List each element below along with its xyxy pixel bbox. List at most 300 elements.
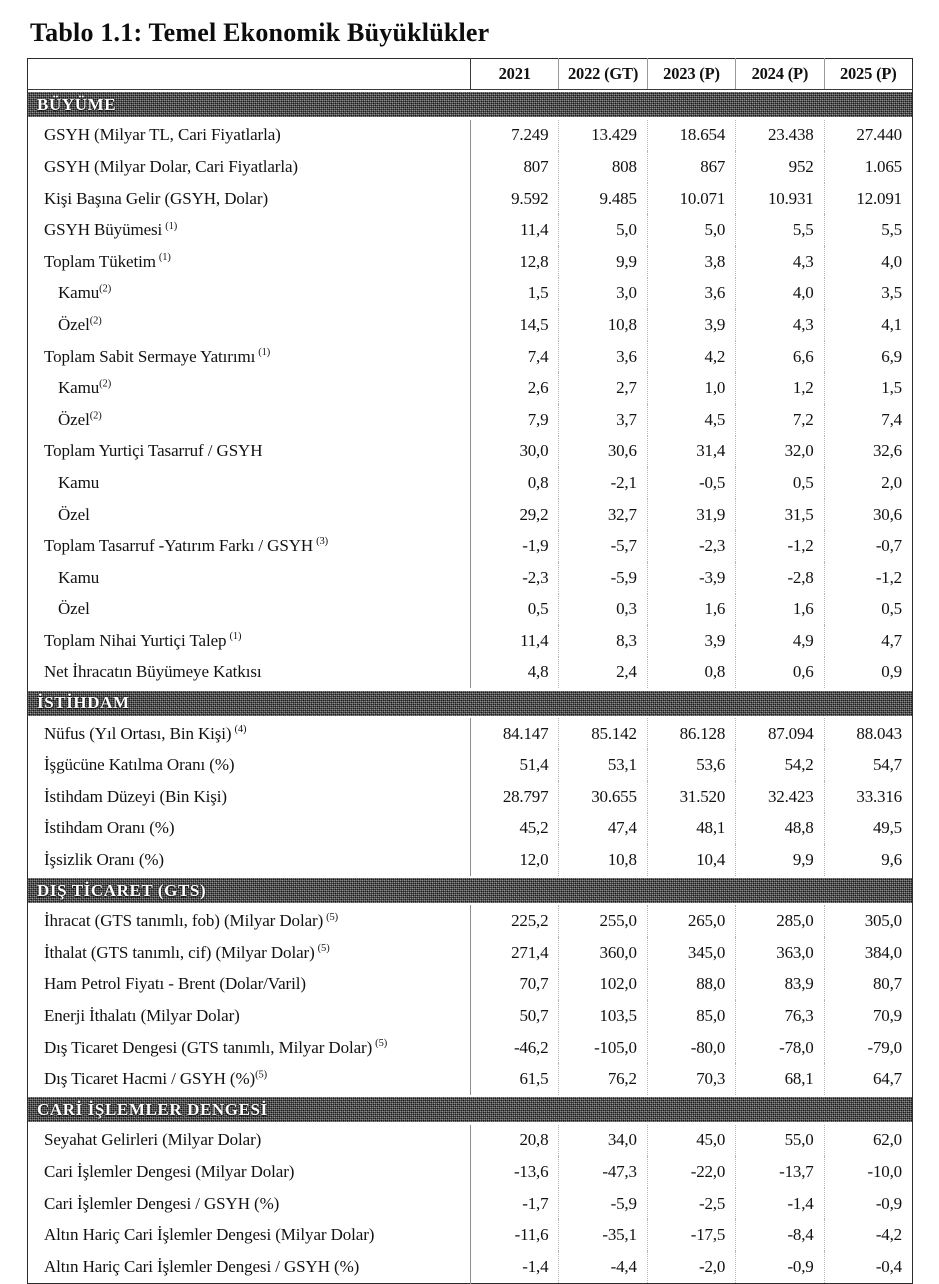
row-label-toplam-yurtiçi-tasarruf-gsyh xyxy=(28,436,471,468)
cell-2021-value: -1,4 xyxy=(471,1251,559,1283)
cell-2022-value: 360,0 xyxy=(559,937,647,969)
cell-2023-value: 3,9 xyxy=(647,309,735,341)
table-row xyxy=(28,1000,913,1032)
cell-2025-value: 30,6 xyxy=(824,499,912,531)
table-row xyxy=(28,183,913,215)
economic-indicators-table xyxy=(27,58,913,1284)
cell-2024-value: 23.438 xyxy=(736,120,824,152)
row-label-text: Kişi Başına Gelir (GSYH, Dolar) xyxy=(44,188,269,208)
cell-2023-value: 4,5 xyxy=(647,404,735,436)
cell-2023-value: 88,0 xyxy=(647,969,735,1001)
cell-2024-value: 7,2 xyxy=(736,404,824,436)
row-label-net-ihracatın-büyümeye-katkısı xyxy=(28,657,471,689)
row-label-text: İthalat (GTS tanımlı, cif) (Milyar Dolar) xyxy=(44,942,315,962)
cell-2025-value: 7,4 xyxy=(824,404,912,436)
cell-2024-value: -1,2 xyxy=(736,530,824,562)
section-header-row xyxy=(28,90,913,120)
table-row xyxy=(28,1188,913,1220)
table-row xyxy=(28,404,913,436)
cell-2023-value: 4,2 xyxy=(647,341,735,373)
row-label-text: Altın Hariç Cari İşlemler Dengesi (Milyar Dolar) xyxy=(44,1225,375,1245)
row-label-seyahat-gelirleri-milyar-dolar xyxy=(28,1125,471,1157)
cell-2022-value: 9,9 xyxy=(559,246,647,278)
row-label-text: Özel xyxy=(58,314,90,334)
cell-2024-value: -78,0 xyxy=(736,1032,824,1064)
cell-2025-value: 6,9 xyxy=(824,341,912,373)
cell-2025-value: 4,0 xyxy=(824,246,912,278)
cell-2023-value: -2,3 xyxy=(647,530,735,562)
table-row xyxy=(28,1251,913,1283)
row-label-text: Net İhracatın Büyümeye Katkısı xyxy=(44,662,262,682)
cell-2025-value: 27.440 xyxy=(824,120,912,152)
cell-2022-value: 0,3 xyxy=(559,594,647,626)
cell-2023-value: 0,8 xyxy=(647,657,735,689)
footnote-marker: (1) xyxy=(165,220,178,232)
cell-2021-value: 7.249 xyxy=(471,120,559,152)
cell-2023-value: -2,5 xyxy=(647,1188,735,1220)
footnote-marker: (1) xyxy=(158,252,171,264)
cell-2024-value: 0,6 xyxy=(736,657,824,689)
row-label-text: GSYH (Milyar Dolar, Cari Fiyatlarla) xyxy=(44,156,298,176)
footnote-marker: (2) xyxy=(99,378,112,390)
table-header-row xyxy=(28,59,913,90)
section-title: BÜYÜME xyxy=(37,94,117,114)
cell-2021-value: 20,8 xyxy=(471,1125,559,1157)
table-row xyxy=(28,844,913,876)
cell-2024-value: 83,9 xyxy=(736,969,824,1001)
cell-2024-value: 32.423 xyxy=(736,781,824,813)
table-row xyxy=(28,309,913,341)
cell-2025-value: 54,7 xyxy=(824,749,912,781)
cell-2021-value: -2,3 xyxy=(471,562,559,594)
table-row xyxy=(28,341,913,373)
row-label-text: Enerji İthalatı (Milyar Dolar) xyxy=(44,1006,240,1026)
row-label-dış-ticaret-dengesi-gts-tanımlı-milyar-d xyxy=(28,1032,471,1064)
table-row xyxy=(28,594,913,626)
table-row xyxy=(28,718,913,750)
cell-2021-value: 7,4 xyxy=(471,341,559,373)
cell-2025-value: -10,0 xyxy=(824,1156,912,1188)
row-label-toplam-sabit-sermaye-yatırımı xyxy=(28,341,471,373)
cell-2024-value: 48,8 xyxy=(736,813,824,845)
cell-2024-value: 4,3 xyxy=(736,309,824,341)
row-label-text: Kamu xyxy=(58,378,100,398)
cell-2022-value: -35,1 xyxy=(559,1219,647,1251)
cell-2024-value: 4,9 xyxy=(736,625,824,657)
cell-2021-value: 30,0 xyxy=(471,436,559,468)
cell-2023-value: 45,0 xyxy=(647,1125,735,1157)
table-row xyxy=(28,1032,913,1064)
cell-2025-value: 3,5 xyxy=(824,278,912,310)
cell-2022-value: 9.485 xyxy=(559,183,647,215)
cell-2021-value: 84.147 xyxy=(471,718,559,750)
cell-2022-value: 8,3 xyxy=(559,625,647,657)
cell-2025-value: 70,9 xyxy=(824,1000,912,1032)
cell-2021-value: 29,2 xyxy=(471,499,559,531)
cell-2022-value: 255,0 xyxy=(559,905,647,937)
table-row xyxy=(28,278,913,310)
cell-2021-value: 271,4 xyxy=(471,937,559,969)
cell-2021-value: 11,4 xyxy=(471,214,559,246)
footnote-marker: (5) xyxy=(255,1069,268,1081)
table-row xyxy=(28,467,913,499)
page-title: Tablo 1.1: Temel Ekonomik Büyüklükler xyxy=(30,18,490,47)
cell-2023-value: 5,0 xyxy=(647,214,735,246)
cell-2021-value: 50,7 xyxy=(471,1000,559,1032)
cell-2021-value: 7,9 xyxy=(471,404,559,436)
row-label-ihracat-gts-tanımlı-fob-milyar-dolar xyxy=(28,905,471,937)
cell-2025-value: 4,7 xyxy=(824,625,912,657)
cell-2025-value: 64,7 xyxy=(824,1063,912,1095)
cell-2022-value: 102,0 xyxy=(559,969,647,1001)
cell-2021-value: 12,8 xyxy=(471,246,559,278)
cell-2021-value: 61,5 xyxy=(471,1063,559,1095)
column-header-label xyxy=(28,59,471,90)
cell-2024-value: 55,0 xyxy=(736,1125,824,1157)
cell-2024-value: 10.931 xyxy=(736,183,824,215)
cell-2024-value: 285,0 xyxy=(736,905,824,937)
cell-2025-value: 305,0 xyxy=(824,905,912,937)
table-row xyxy=(28,781,913,813)
row-label-işsizlik-oranı- xyxy=(28,844,471,876)
cell-2024-value: 4,0 xyxy=(736,278,824,310)
footnote-marker: (1) xyxy=(258,346,271,358)
row-label-ham-petrol-fiyatı---brent-dolarvaril xyxy=(28,969,471,1001)
row-label-text: Toplam Tasarruf -Yatırım Farkı / GSYH xyxy=(44,536,314,556)
cell-2022-value: 30.655 xyxy=(559,781,647,813)
cell-2023-value: 3,8 xyxy=(647,246,735,278)
row-label-text: Toplam Sabit Sermaye Yatırımı xyxy=(44,346,256,366)
table-row xyxy=(28,120,913,152)
cell-2023-value: 31,9 xyxy=(647,499,735,531)
cell-2023-value: 53,6 xyxy=(647,749,735,781)
cell-2021-value: 2,6 xyxy=(471,372,559,404)
cell-2025-value: 5,5 xyxy=(824,214,912,246)
column-header-2024: 2024 (P) xyxy=(736,59,824,90)
table-row xyxy=(28,749,913,781)
cell-2021-value: 12,0 xyxy=(471,844,559,876)
row-label-istihdam-oranı- xyxy=(28,813,471,845)
table-row xyxy=(28,1219,913,1251)
cell-2024-value: -0,9 xyxy=(736,1251,824,1283)
row-label-toplam-tasarruf--yatırım-farkı-gsyh xyxy=(28,530,471,562)
cell-2024-value: 68,1 xyxy=(736,1063,824,1095)
cell-2022-value: 808 xyxy=(559,151,647,183)
cell-2022-value: 2,4 xyxy=(559,657,647,689)
cell-2025-value: -0,4 xyxy=(824,1251,912,1283)
footnote-marker: (2) xyxy=(89,315,102,327)
table-row xyxy=(28,436,913,468)
cell-2022-value: 53,1 xyxy=(559,749,647,781)
cell-2024-value: 952 xyxy=(736,151,824,183)
cell-2023-value: -22,0 xyxy=(647,1156,735,1188)
row-label-text: Kamu xyxy=(58,567,100,587)
footnote-marker: (2) xyxy=(99,283,112,295)
cell-2021-value: 1,5 xyxy=(471,278,559,310)
table-row xyxy=(28,214,913,246)
table-row xyxy=(28,499,913,531)
cell-2024-value: 9,9 xyxy=(736,844,824,876)
cell-2023-value: 345,0 xyxy=(647,937,735,969)
table-row xyxy=(28,1063,913,1095)
row-label-text: Dış Ticaret Hacmi / GSYH (%) xyxy=(44,1069,256,1089)
cell-2021-value: -1,9 xyxy=(471,530,559,562)
table-row xyxy=(28,530,913,562)
row-label-text: Seyahat Gelirleri (Milyar Dolar) xyxy=(44,1130,262,1150)
column-header-2021: 2021 xyxy=(471,59,559,90)
section-band xyxy=(28,92,912,117)
row-label-kişi-başına-gelir-gsyh-dolar xyxy=(28,183,471,215)
cell-2025-value: 9,6 xyxy=(824,844,912,876)
row-label-text: İstihdam Düzeyi (Bin Kişi) xyxy=(44,786,227,806)
section-band xyxy=(28,1097,912,1122)
row-label-text: Özel xyxy=(58,409,90,429)
section-title: CARİ İŞLEMLER DENGESİ xyxy=(37,1099,268,1119)
row-label-kamu xyxy=(28,562,471,594)
cell-2022-value: 32,7 xyxy=(559,499,647,531)
cell-2025-value: 0,5 xyxy=(824,594,912,626)
row-label-text: İşgücüne Katılma Oranı (%) xyxy=(44,755,235,775)
row-label-altın-hariç-cari-işlemler-dengesi-gsyh- xyxy=(28,1251,471,1283)
footnote-marker: (5) xyxy=(317,943,330,955)
cell-2025-value: 62,0 xyxy=(824,1125,912,1157)
footnote-marker: (5) xyxy=(326,911,339,923)
cell-2023-value: 18.654 xyxy=(647,120,735,152)
row-label-gsyh-milyar-dolar-cari-fiyatlarla xyxy=(28,151,471,183)
row-label-özel xyxy=(28,309,471,341)
cell-2021-value: 14,5 xyxy=(471,309,559,341)
cell-2024-value: 5,5 xyxy=(736,214,824,246)
cell-2021-value: 4,8 xyxy=(471,657,559,689)
table-row xyxy=(28,657,913,689)
column-header-2022: 2022 (GT) xyxy=(559,59,647,90)
cell-2022-value: 3,6 xyxy=(559,341,647,373)
row-label-text: İhracat (GTS tanımlı, fob) (Milyar Dolar) xyxy=(44,911,324,931)
table-body xyxy=(28,90,913,1284)
cell-2021-value: 225,2 xyxy=(471,905,559,937)
cell-2022-value: 103,5 xyxy=(559,1000,647,1032)
cell-2024-value: 1,6 xyxy=(736,594,824,626)
cell-2025-value: 0,9 xyxy=(824,657,912,689)
section-header-row xyxy=(28,1095,913,1125)
cell-2022-value: -5,7 xyxy=(559,530,647,562)
table-row xyxy=(28,905,913,937)
cell-2024-value: 4,3 xyxy=(736,246,824,278)
cell-2023-value: -17,5 xyxy=(647,1219,735,1251)
cell-2025-value: 4,1 xyxy=(824,309,912,341)
row-label-istihdam-düzeyi-bin-kişi xyxy=(28,781,471,813)
column-header-2023: 2023 (P) xyxy=(647,59,735,90)
cell-2022-value: 34,0 xyxy=(559,1125,647,1157)
row-label-text: Kamu xyxy=(58,283,100,303)
section-band xyxy=(28,878,912,903)
cell-2023-value: -0,5 xyxy=(647,467,735,499)
cell-2024-value: -8,4 xyxy=(736,1219,824,1251)
cell-2024-value: 76,3 xyxy=(736,1000,824,1032)
cell-2025-value: 1,5 xyxy=(824,372,912,404)
table-row xyxy=(28,246,913,278)
cell-2024-value: 0,5 xyxy=(736,467,824,499)
cell-2024-value: 87.094 xyxy=(736,718,824,750)
cell-2025-value: 1.065 xyxy=(824,151,912,183)
cell-2023-value: -80,0 xyxy=(647,1032,735,1064)
cell-2022-value: -5,9 xyxy=(559,562,647,594)
cell-2021-value: 11,4 xyxy=(471,625,559,657)
cell-2021-value: 28.797 xyxy=(471,781,559,813)
cell-2023-value: -3,9 xyxy=(647,562,735,594)
column-header-2025: 2025 (P) xyxy=(824,59,912,90)
cell-2023-value: 31,4 xyxy=(647,436,735,468)
row-label-text: GSYH Büyümesi xyxy=(44,220,163,240)
table-row xyxy=(28,1156,913,1188)
row-label-cari-işlemler-dengesi-gsyh- xyxy=(28,1188,471,1220)
row-label-text: İşsizlik Oranı (%) xyxy=(44,850,164,870)
table-row xyxy=(28,372,913,404)
section-header-cell xyxy=(28,688,913,718)
section-header-cell xyxy=(28,876,913,906)
cell-2024-value: -2,8 xyxy=(736,562,824,594)
cell-2022-value: -4,4 xyxy=(559,1251,647,1283)
table-row xyxy=(28,625,913,657)
cell-2025-value: -0,9 xyxy=(824,1188,912,1220)
cell-2024-value: 31,5 xyxy=(736,499,824,531)
row-label-kamu xyxy=(28,278,471,310)
cell-2022-value: 13.429 xyxy=(559,120,647,152)
cell-2023-value: 1,6 xyxy=(647,594,735,626)
cell-2023-value: 3,6 xyxy=(647,278,735,310)
cell-2023-value: 10.071 xyxy=(647,183,735,215)
cell-2023-value: 31.520 xyxy=(647,781,735,813)
cell-2021-value: -11,6 xyxy=(471,1219,559,1251)
row-label-özel xyxy=(28,404,471,436)
cell-2022-value: 3,0 xyxy=(559,278,647,310)
cell-2021-value: 70,7 xyxy=(471,969,559,1001)
row-label-text: Cari İşlemler Dengesi (Milyar Dolar) xyxy=(44,1161,295,1181)
row-label-text: Toplam Tüketim xyxy=(44,251,156,271)
cell-2021-value: 9.592 xyxy=(471,183,559,215)
footnote-marker: (2) xyxy=(89,410,102,422)
cell-2023-value: 265,0 xyxy=(647,905,735,937)
cell-2022-value: -105,0 xyxy=(559,1032,647,1064)
cell-2025-value: 49,5 xyxy=(824,813,912,845)
footnote-marker: (5) xyxy=(375,1037,388,1049)
cell-2022-value: 47,4 xyxy=(559,813,647,845)
cell-2022-value: -2,1 xyxy=(559,467,647,499)
footnote-marker: (3) xyxy=(316,536,329,548)
row-label-text: GSYH (Milyar TL, Cari Fiyatlarla) xyxy=(44,125,281,145)
section-title: DIŞ TİCARET (GTS) xyxy=(37,880,207,900)
cell-2023-value: 86.128 xyxy=(647,718,735,750)
cell-2024-value: 1,2 xyxy=(736,372,824,404)
row-label-text: Özel xyxy=(58,599,90,619)
cell-2024-value: -1,4 xyxy=(736,1188,824,1220)
cell-2021-value: -13,6 xyxy=(471,1156,559,1188)
cell-2022-value: -5,9 xyxy=(559,1188,647,1220)
section-header-row xyxy=(28,688,913,718)
cell-2023-value: 10,4 xyxy=(647,844,735,876)
cell-2023-value: 85,0 xyxy=(647,1000,735,1032)
row-label-cari-işlemler-dengesi-milyar-dolar xyxy=(28,1156,471,1188)
row-label-özel xyxy=(28,499,471,531)
cell-2024-value: 54,2 xyxy=(736,749,824,781)
table-row xyxy=(28,1125,913,1157)
cell-2021-value: -1,7 xyxy=(471,1188,559,1220)
table-row xyxy=(28,562,913,594)
row-label-text: Nüfus (Yıl Ortası, Bin Kişi) xyxy=(44,723,232,743)
row-label-dış-ticaret-hacmi-gsyh- xyxy=(28,1063,471,1095)
row-label-gsyh-milyar-tl-cari-fiyatlarla xyxy=(28,120,471,152)
row-label-ithalat-gts-tanımlı-cif-milyar-dolar xyxy=(28,937,471,969)
cell-2025-value: 12.091 xyxy=(824,183,912,215)
cell-2025-value: -79,0 xyxy=(824,1032,912,1064)
row-label-enerji-ithalatı-milyar-dolar xyxy=(28,1000,471,1032)
cell-2021-value: 51,4 xyxy=(471,749,559,781)
row-label-özel xyxy=(28,594,471,626)
cell-2024-value: 6,6 xyxy=(736,341,824,373)
section-header-cell xyxy=(28,90,913,120)
cell-2022-value: 30,6 xyxy=(559,436,647,468)
row-label-text: Cari İşlemler Dengesi / GSYH (%) xyxy=(44,1193,280,1213)
section-header-cell xyxy=(28,1095,913,1125)
row-label-text: Toplam Nihai Yurtiçi Talep xyxy=(44,630,227,650)
row-label-kamu xyxy=(28,467,471,499)
cell-2021-value: 0,8 xyxy=(471,467,559,499)
cell-2022-value: 85.142 xyxy=(559,718,647,750)
cell-2023-value: 867 xyxy=(647,151,735,183)
cell-2023-value: 48,1 xyxy=(647,813,735,845)
row-label-text: Altın Hariç Cari İşlemler Dengesi / GSYH (%) xyxy=(44,1256,360,1276)
cell-2022-value: 10,8 xyxy=(559,309,647,341)
row-label-text: Dış Ticaret Dengesi (GTS tanımlı, Milyar Dolar) xyxy=(44,1037,373,1057)
table-header xyxy=(28,59,913,90)
row-label-gsyh-büyümesi xyxy=(28,214,471,246)
section-band xyxy=(28,691,912,716)
cell-2023-value: 1,0 xyxy=(647,372,735,404)
table-row xyxy=(28,937,913,969)
cell-2023-value: -2,0 xyxy=(647,1251,735,1283)
table-row xyxy=(28,813,913,845)
cell-2024-value: 363,0 xyxy=(736,937,824,969)
cell-2022-value: 3,7 xyxy=(559,404,647,436)
section-header-row xyxy=(28,876,913,906)
cell-2025-value: -0,7 xyxy=(824,530,912,562)
row-label-text: Toplam Yurtiçi Tasarruf / GSYH xyxy=(44,441,263,461)
footnote-marker: (1) xyxy=(229,631,242,643)
row-label-nüfus-yıl-ortası-bin-kişi xyxy=(28,718,471,750)
cell-2025-value: -1,2 xyxy=(824,562,912,594)
cell-2021-value: 807 xyxy=(471,151,559,183)
row-label-kamu xyxy=(28,372,471,404)
cell-2024-value: 32,0 xyxy=(736,436,824,468)
row-label-işgücüne-katılma-oranı- xyxy=(28,749,471,781)
cell-2025-value: 32,6 xyxy=(824,436,912,468)
table-row xyxy=(28,969,913,1001)
row-label-text: İstihdam Oranı (%) xyxy=(44,818,175,838)
row-label-text: Kamu xyxy=(58,472,100,492)
cell-2022-value: -47,3 xyxy=(559,1156,647,1188)
cell-2022-value: 10,8 xyxy=(559,844,647,876)
row-label-toplam-nihai-yurtiçi-talep xyxy=(28,625,471,657)
cell-2025-value: 384,0 xyxy=(824,937,912,969)
cell-2022-value: 2,7 xyxy=(559,372,647,404)
row-label-toplam-tüketim xyxy=(28,246,471,278)
cell-2025-value: 88.043 xyxy=(824,718,912,750)
cell-2022-value: 5,0 xyxy=(559,214,647,246)
row-label-text: Özel xyxy=(58,504,90,524)
cell-2023-value: 70,3 xyxy=(647,1063,735,1095)
section-title: İSTİHDAM xyxy=(37,693,130,713)
cell-2022-value: 76,2 xyxy=(559,1063,647,1095)
